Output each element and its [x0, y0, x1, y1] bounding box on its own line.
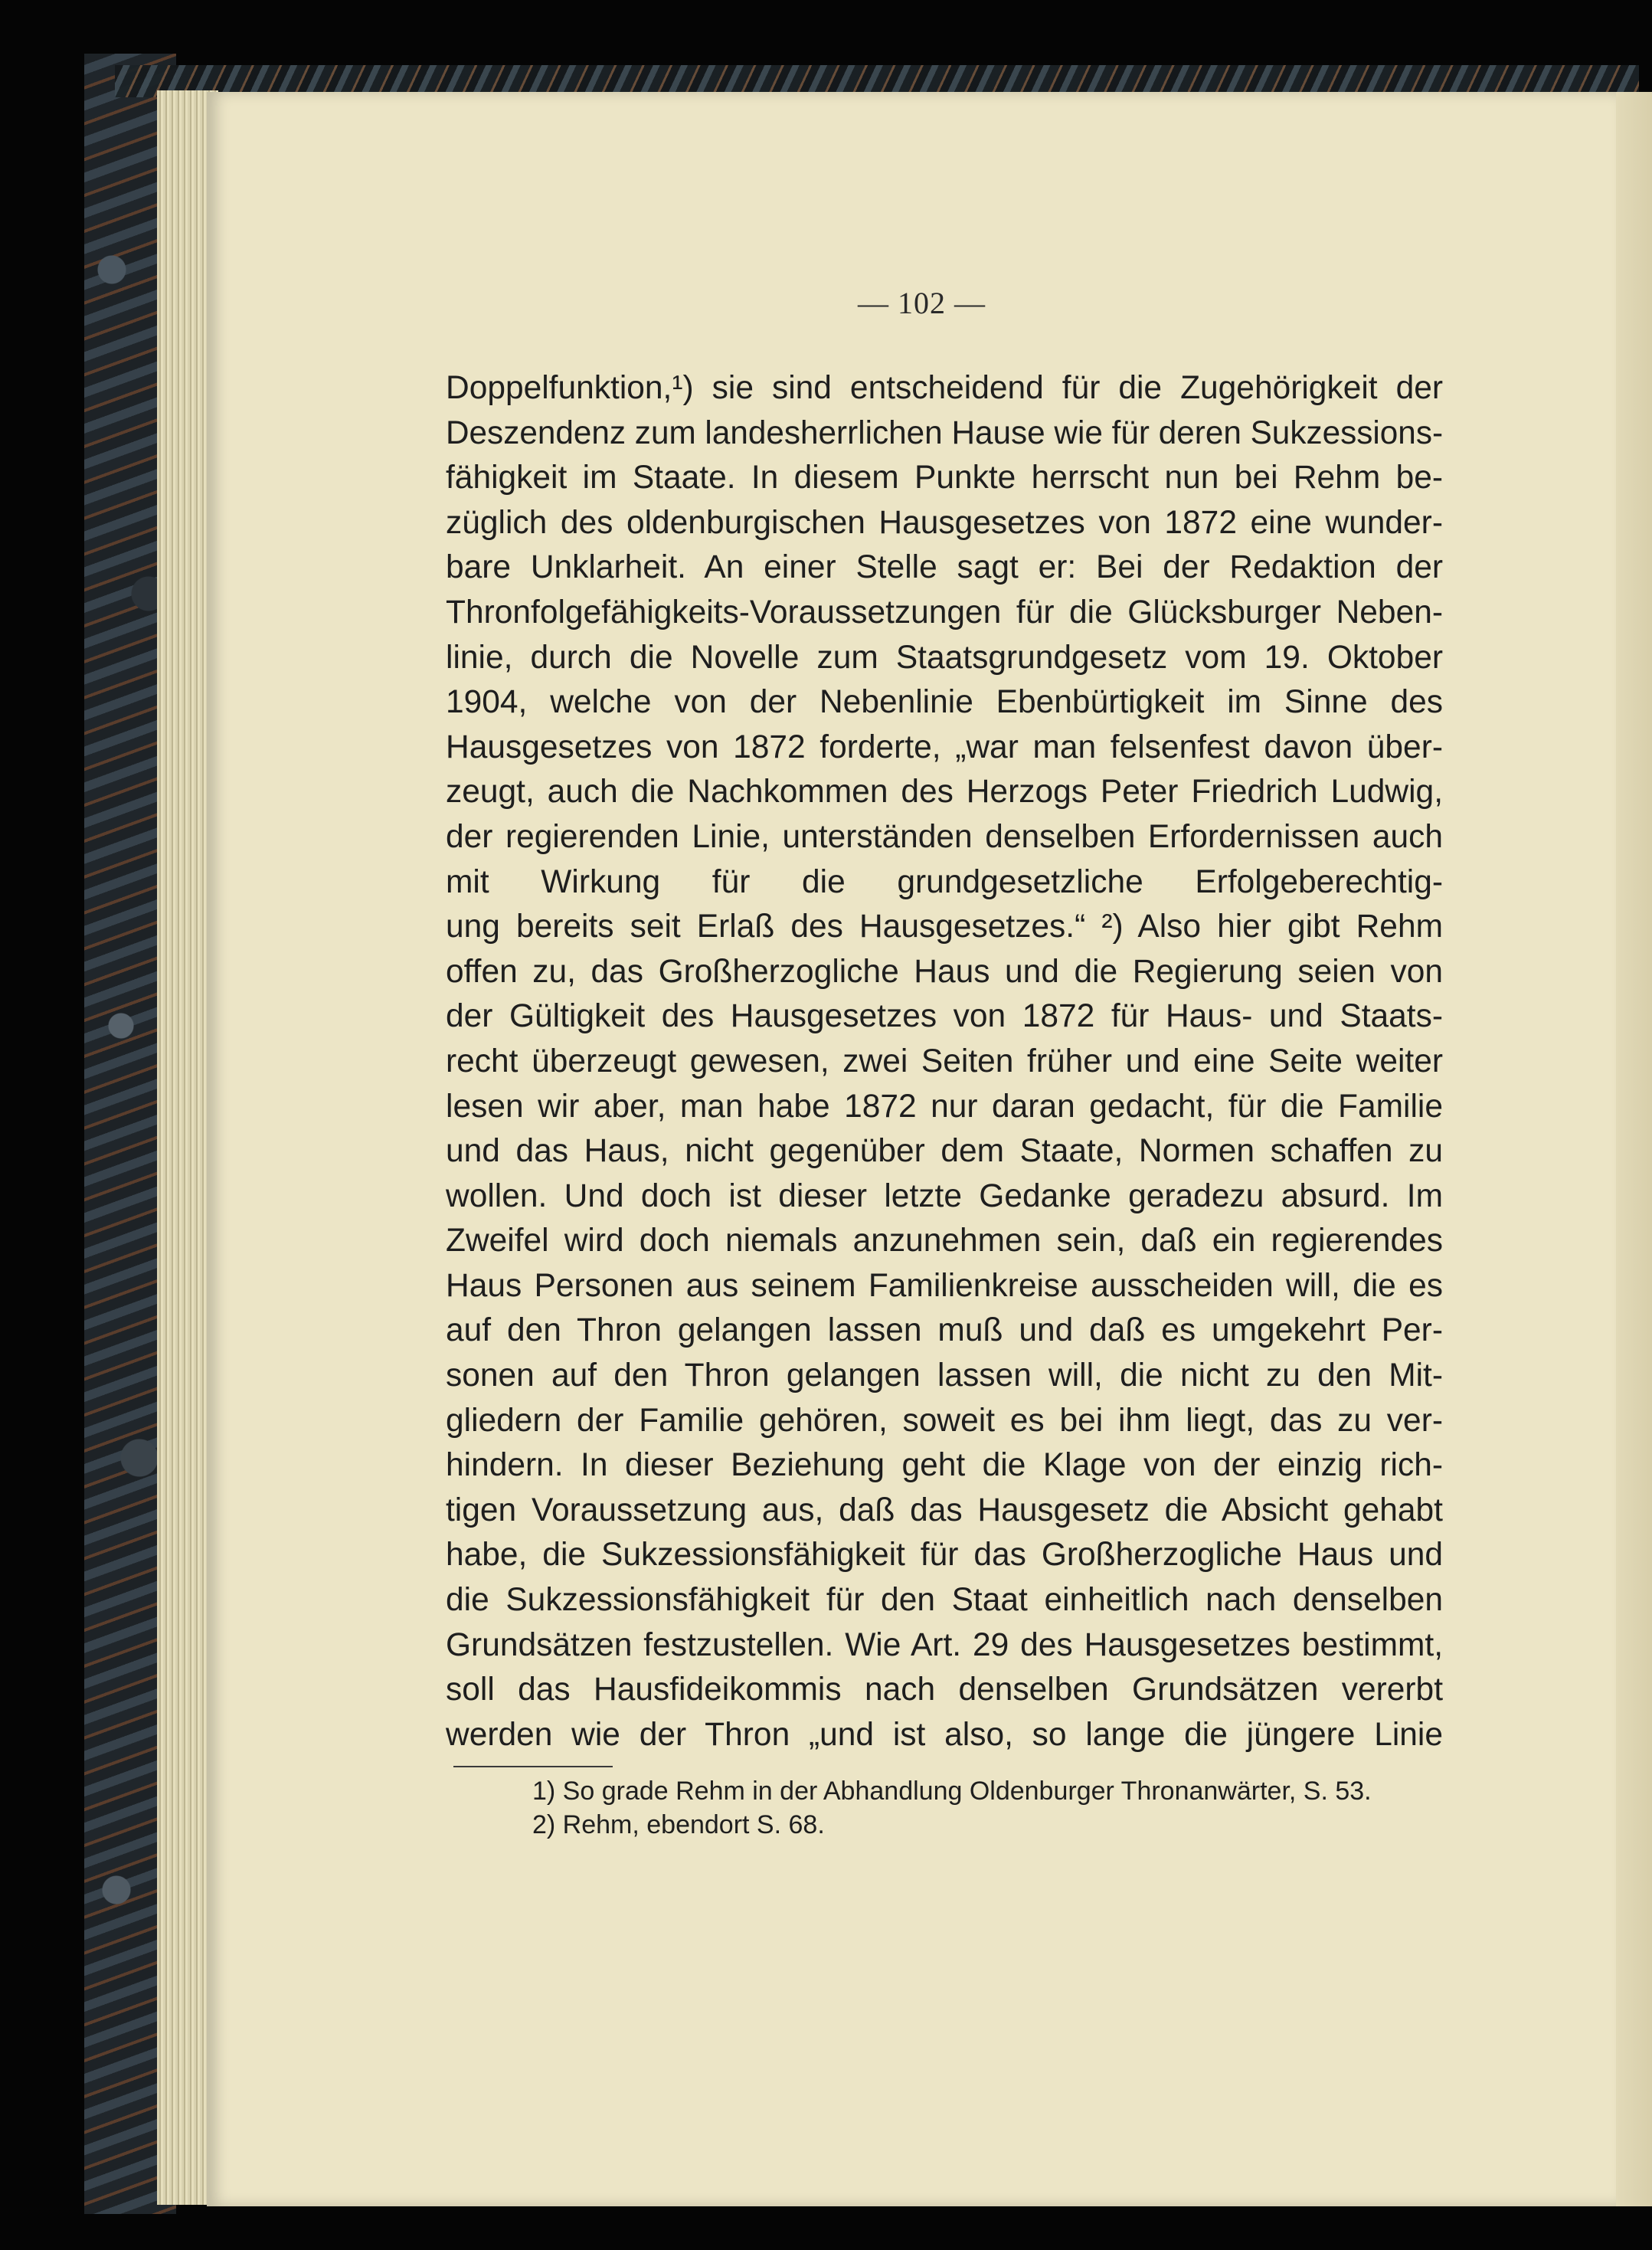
- text-line: und das Haus, nicht gegenüber dem Staate, Normen schaffen zu: [446, 1133, 1443, 1170]
- text-line: werden wie der Thron „und ist also, so lange die jüngere Linie: [446, 1716, 1443, 1753]
- footnotes: [532, 1774, 1444, 1842]
- text-line: offen zu, das Großherzogliche Haus und die Regierung seien von: [446, 953, 1443, 990]
- text-line: mit Wirkung für die grundgesetzliche Erfolgeberechtig-: [446, 863, 1443, 900]
- text-line: Doppelfunktion,¹) sie sind entscheidend für die Zugehörigkeit der: [446, 370, 1443, 406]
- footnote: 1) So grade Rehm in der Abhandlung Oldenburger Thronanwärter, S. 53.: [532, 1777, 1372, 1806]
- text-line: Thronfolgefähigkeits-Voraussetzungen für die Glücksburger Neben-: [446, 594, 1443, 630]
- text-line: wollen. Und doch ist dieser letzte Gedanke geradezu absurd. Im: [446, 1177, 1443, 1214]
- footnote-separator: [453, 1766, 613, 1767]
- text-line: gliedern der Familie gehören, soweit es bei ihm liegt, das zu ver-: [446, 1402, 1443, 1439]
- text-line: fähigkeit im Staate. In diesem Punkte herrscht nun bei Rehm be-: [446, 460, 1443, 496]
- text-line: recht überzeugt gewesen, zwei Seiten früher und eine Seite weiter: [446, 1043, 1443, 1079]
- text-line: habe, die Sukzessionsfähigkeit für das Großherzogliche Haus und: [446, 1537, 1443, 1574]
- text-line: die Sukzessionsfähigkeit für den Staat einheitlich nach denselben: [446, 1582, 1443, 1619]
- text-line: hindern. In dieser Beziehung geht die Klage von der einzig rich-: [446, 1447, 1443, 1484]
- text-line: der Gültigkeit des Hausgesetzes von 1872 für Haus- und Staats-: [446, 998, 1443, 1035]
- text-line: linie, durch die Novelle zum Staatsgrundgesetz vom 19. Oktober: [446, 639, 1443, 676]
- text-line: soll das Hausfideikommis nach denselben Grundsätzen vererbt: [446, 1672, 1443, 1708]
- text-line: sonen auf den Thron gelangen lassen will, die nicht zu den Mit-: [446, 1358, 1443, 1394]
- text-line: Hausgesetzes von 1872 forderte, „war man felsenfest davon über-: [446, 729, 1443, 765]
- text-line: Deszendenz zum landesherrlichen Hause wie für deren Sukzessions-: [446, 414, 1444, 451]
- text-line: 1904, welche von der Nebenlinie Ebenbürtigkeit im Sinne des: [446, 684, 1443, 721]
- page-number-header: — 102 —: [858, 286, 986, 320]
- footnote: 2) Rehm, ebendort S. 68.: [532, 1810, 825, 1839]
- text-line: ung bereits seit Erlaß des Hausgesetzes.“ ²) Also hier gibt Rehm: [446, 909, 1443, 945]
- text-line: Grundsätzen festzustellen. Wie Art. 29 des Hausgesetzes bestimmt,: [446, 1626, 1443, 1663]
- body-text: [446, 366, 1443, 1757]
- text-line: Haus Personen aus seinem Familienkreise ausscheiden will, die es: [446, 1267, 1443, 1304]
- text-line: lesen wir aber, man habe 1872 nur daran gedacht, für die Familie: [446, 1088, 1443, 1125]
- text-line: Zweifel wird doch niemals anzunehmen sein, daß ein regierendes: [446, 1223, 1443, 1259]
- text-line: auf den Thron gelangen lassen muß und daß es umgekehrt Per-: [446, 1312, 1443, 1349]
- text-line: zeugt, auch die Nachkommen des Herzogs Peter Friedrich Ludwig,: [446, 774, 1443, 811]
- text-line: züglich des oldenburgischen Hausgesetzes von 1872 eine wunder-: [446, 504, 1443, 541]
- text-line: bare Unklarheit. An einer Stelle sagt er: Bei der Redaktion der: [446, 549, 1443, 586]
- text-line: tigen Voraussetzung aus, daß das Hausgesetz die Absicht gehabt: [446, 1492, 1443, 1528]
- text-line: der regierenden Linie, unterständen denselben Erfordernissen auch: [446, 818, 1443, 855]
